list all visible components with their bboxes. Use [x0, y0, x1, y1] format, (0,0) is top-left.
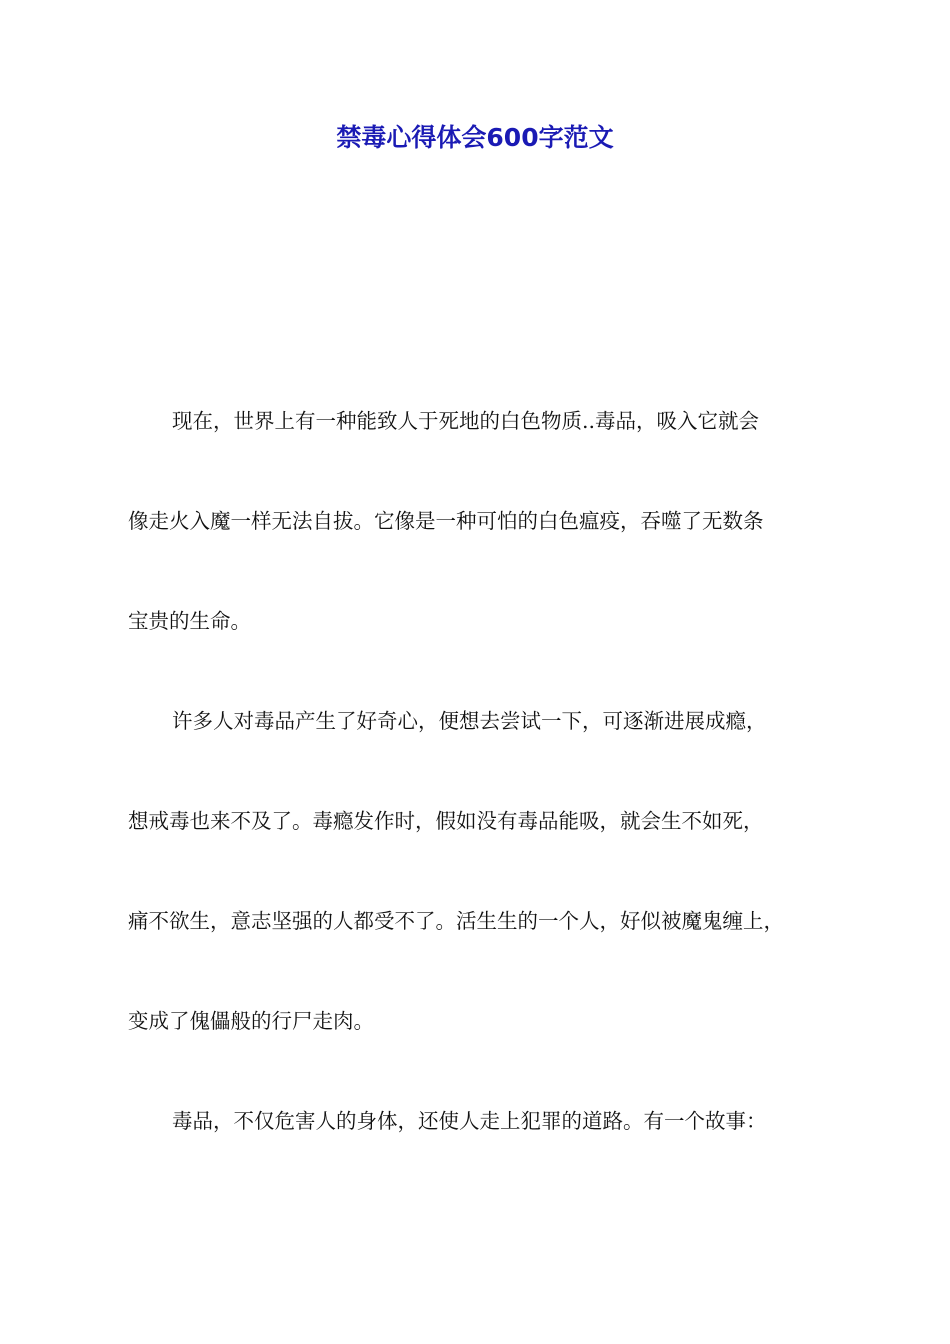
- paragraph-2-line-4: 变成了傀儡般的行尸走肉。: [128, 1009, 374, 1033]
- paragraph-1-line-1: 现在，世界上有一种能致人于死地的白色物质..毒品，吸入它就会: [172, 409, 760, 433]
- paragraph-2-line-3: 痛不欲生，意志坚强的人都受不了。活生生的一个人，好似被魔鬼缠上，: [128, 909, 784, 933]
- document-body: [128, 396, 828, 1196]
- document-title: 禁毒心得体会600字范文: [336, 123, 614, 152]
- paragraph-2-line-2: 想戒毒也来不及了。毒瘾发作时，假如没有毒品能吸，就会生不如死，: [128, 809, 764, 833]
- paragraph-3-line-1: 毒品，不仅危害人的身体，还使人走上犯罪的道路。有一个故事：: [172, 1109, 767, 1133]
- paragraph-1-line-2: 像走火入魔一样无法自拔。它像是一种可怕的白色瘟疫，吞噬了无数条: [128, 509, 764, 533]
- paragraph-1-line-3: 宝贵的生命。: [128, 609, 251, 633]
- paragraph-2-line-1: 许多人对毒品产生了好奇心，便想去尝试一下，可逐渐进展成瘾，: [172, 709, 767, 733]
